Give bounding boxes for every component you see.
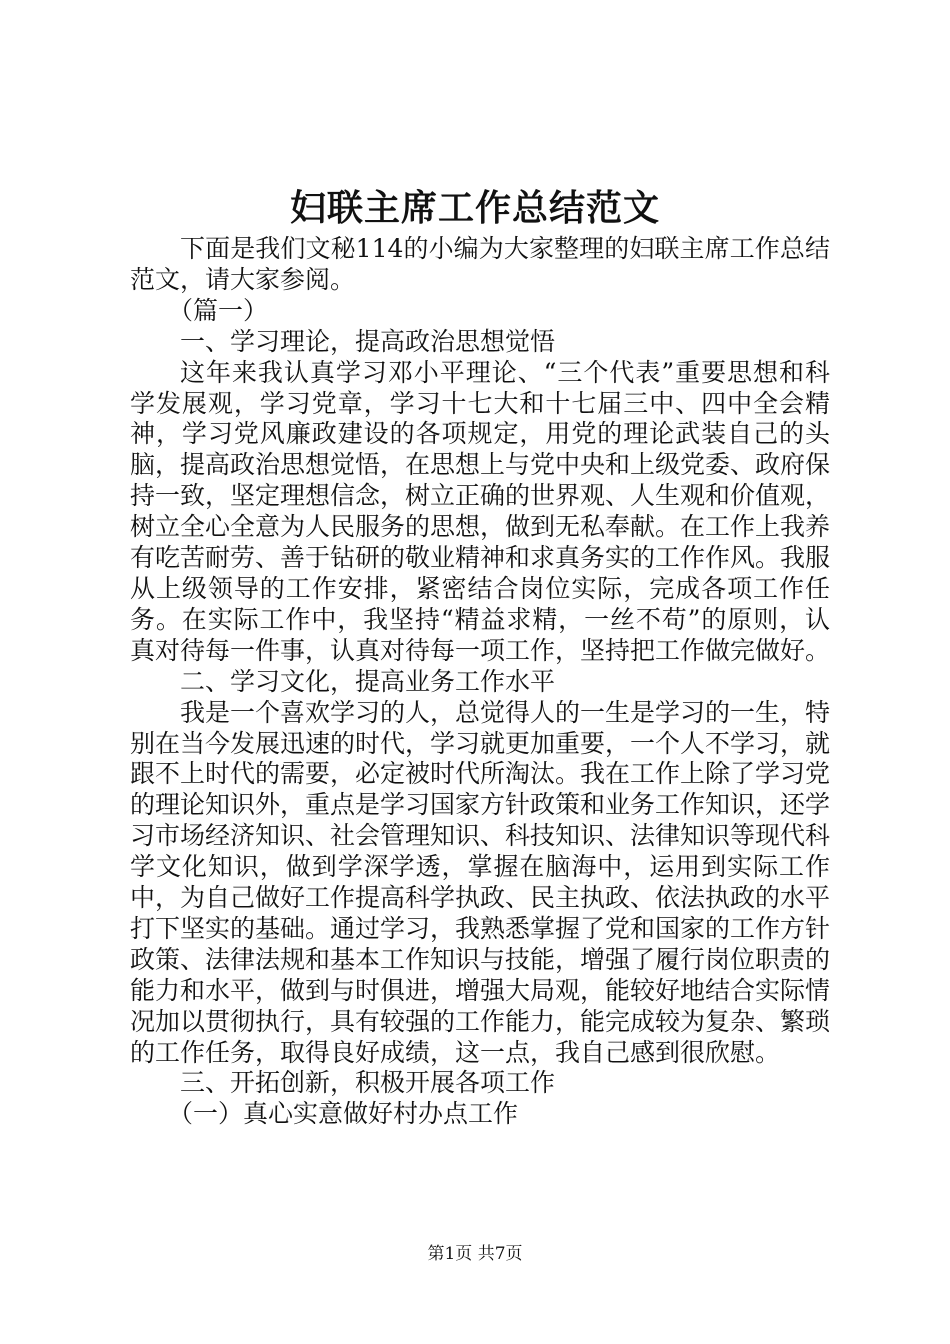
section-paragraph-1: 这年来我认真学习邓小平理论、“三个代表”重要思想和科学发展观，学习党章，学习十七大和十七届三中、四中全会精神，学习党风廉政建设的各项规定，用党的理论武装自己的头脑，提高政治思想觉悟，在思想上与党中央和上级党委、政府保持一致，坚定理想信念，树立正确的世界观、人生观和价值观，树立全心全意为人民服务的思想，做到无私奉献。在工作上我养有吃苦耐劳、善于钻研的敬业精神和求真务实的工作作风。我服从上级领导的工作安排，紧密结合岗位实际，完成各项工作任务。在实际工作中，我坚持“精益求精，一丝不苟”的原则，认真对待每一件事，认真对待每一项工作，坚持把工作做完做好。 [130,357,831,665]
document-title: 妇联主席工作总结范文 [289,187,660,229]
section-paragraph-2: 我是一个喜欢学习的人，总觉得人的一生是学习的一生，特别在当今发展迅速的时代，学习就更加重要，一个人不学习，就跟不上时代的需要，必定被时代所淘汰。我在工作上除了学习党的理论知识外，重点是学习国家方针政策和业务工作知识，还学习市场经济知识、社会管理知识、科技知识、法律知识等现代科学文化知识，做到学深学透，掌握在脑海中，运用到实际工作中，为自己做好工作提高科学执政、民主执政、依法执政的水平打下坚实的基础。通过学习，我熟悉掌握了党和国家的工作方针政策、法律法规和基本工作知识与技能，增强了履行岗位职责的能力和水平，做到与时俱进，增强大局观，能较好地结合实际情况加以贯彻执行，具有较强的工作能力，能完成较为复杂、繁琐的工作任务，取得良好成绩，这一点，我自己感到很欣慰。 [130,697,831,1067]
document-body [130,234,830,1130]
intro-paragraph: 下面是我们文秘114的小编为大家整理的妇联主席工作总结范文，请大家参阅。 [130,234,830,294]
page-footer: 第1页 共7页 [427,1244,523,1264]
section-heading-1: 一、学习理论，提高政治思想觉悟 [180,326,556,356]
section-heading-3: 三、开拓创新，积极开展各项工作 [180,1068,556,1098]
section-heading-2: 二、学习文化，提高业务工作水平 [180,666,556,696]
part-label: （篇一） [168,295,269,325]
subsection-heading-1: （一）真心实意做好村办点工作 [168,1099,519,1129]
